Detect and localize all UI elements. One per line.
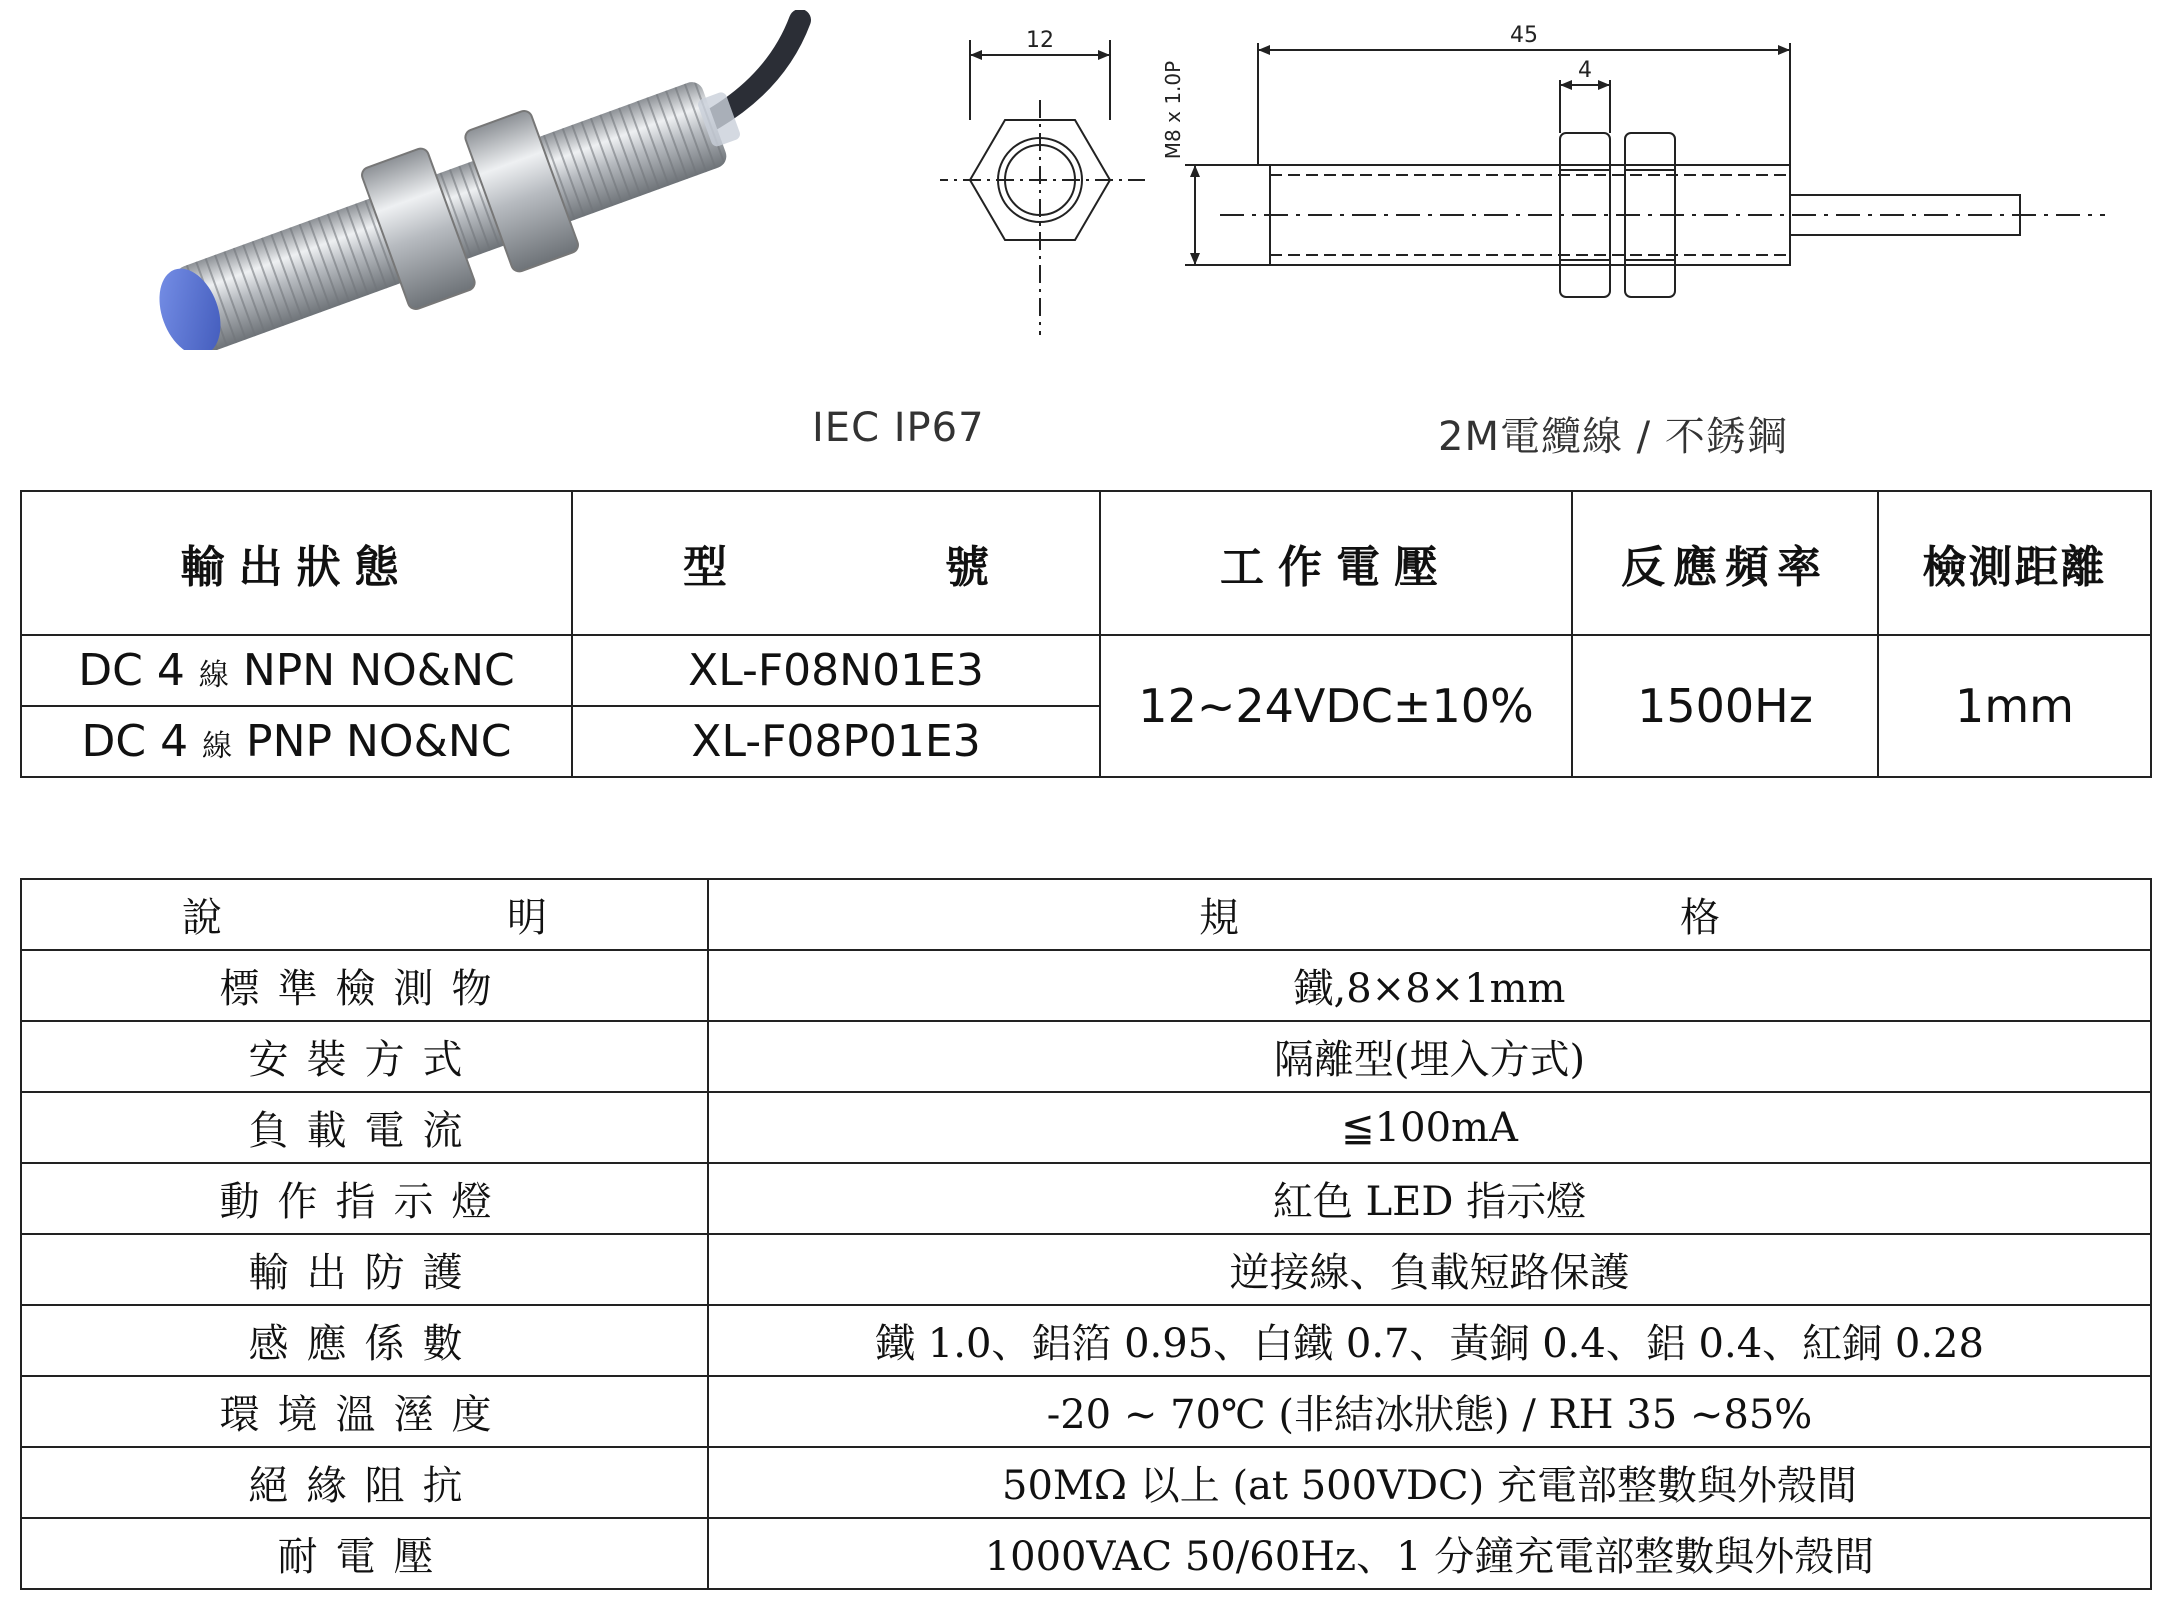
header-frequency: 反應頻率 xyxy=(1572,491,1878,635)
output-prefix: DC 4 xyxy=(78,645,199,696)
spec-label: 輸出防護 xyxy=(21,1234,708,1305)
table-row xyxy=(21,950,2151,1021)
output-suffix: PNP NO&NC xyxy=(232,716,512,767)
model-cell: XL-F08N01E3 xyxy=(572,635,1100,706)
spec-value: 50MΩ 以上 (at 500VDC) 充電部整數與外殼間 xyxy=(708,1447,2151,1518)
spec-value: 逆接線、負載短路保護 xyxy=(708,1234,2151,1305)
protection-caption: IEC IP67 xyxy=(812,405,985,451)
table-row xyxy=(21,1163,2151,1234)
frequency-cell: 1500Hz xyxy=(1572,635,1878,777)
output-suffix: NPN NO&NC xyxy=(228,645,515,696)
spec-value: 紅色 LED 指示燈 xyxy=(708,1163,2151,1234)
spec-header-spec-b: 格 xyxy=(1680,895,1720,941)
spec-value: 鐵,8×8×1mm xyxy=(708,950,2151,1021)
spec-header-spec-a: 規 xyxy=(1199,895,1239,941)
spec-value: 隔離型(埋入方式) xyxy=(708,1021,2151,1092)
table-row xyxy=(21,1447,2151,1518)
cable-caption: 2M電纜線 / 不銹鋼 xyxy=(1438,414,1788,460)
dim-length-label: 45 xyxy=(1510,23,1538,48)
spec-header-desc-b: 明 xyxy=(507,895,547,941)
voltage-cell: 12~24VDC±10% xyxy=(1100,635,1572,777)
distance-cell: 1mm xyxy=(1878,635,2151,777)
header-output: 輸出狀態 xyxy=(21,491,572,635)
dim-width-label: 12 xyxy=(1026,28,1054,53)
spec-label: 耐電壓 xyxy=(21,1518,708,1589)
dim-nut-label: 4 xyxy=(1578,58,1592,83)
spec-value: -20 ~ 70℃ (非結冰狀態) / RH 35 ~85% xyxy=(708,1376,2151,1447)
header-model xyxy=(572,491,1100,635)
header-model-b: 號 xyxy=(945,542,989,593)
spec-header-spec xyxy=(708,879,2151,950)
header-voltage: 工作電壓 xyxy=(1100,491,1572,635)
dimension-drawing xyxy=(940,15,2120,355)
header-distance: 檢測距離 xyxy=(1878,491,2151,635)
output-cell xyxy=(21,635,572,706)
spec-label: 安裝方式 xyxy=(21,1021,708,1092)
spec-table xyxy=(20,878,2152,1590)
table-row xyxy=(21,1234,2151,1305)
output-cell xyxy=(21,706,572,777)
sensor-photo xyxy=(110,10,830,350)
model-table-header xyxy=(21,491,2151,635)
spec-label: 絕緣阻抗 xyxy=(21,1447,708,1518)
spec-table-header xyxy=(21,879,2151,950)
header-model-a: 型 xyxy=(683,542,727,593)
spec-label: 動作指示燈 xyxy=(21,1163,708,1234)
model-cell: XL-F08P01E3 xyxy=(572,706,1100,777)
spec-header-desc-a: 說 xyxy=(182,895,222,941)
spec-label: 標準檢測物 xyxy=(21,950,708,1021)
output-wire: 線 xyxy=(198,658,229,693)
table-row xyxy=(21,1092,2151,1163)
spec-label: 負載電流 xyxy=(21,1092,708,1163)
spec-label: 感應係數 xyxy=(21,1305,708,1376)
output-wire: 線 xyxy=(202,729,233,764)
table-row xyxy=(21,1518,2151,1589)
output-prefix: DC 4 xyxy=(81,716,203,767)
table-row xyxy=(21,1376,2151,1447)
spec-value: 鐵 1.0、鋁箔 0.95、白鐵 0.7、黃銅 0.4、鋁 0.4、紅銅 0.28 xyxy=(708,1305,2151,1376)
spec-header-desc xyxy=(21,879,708,950)
spec-value: ≦100mA xyxy=(708,1092,2151,1163)
dim-thread-label: M8 x 1.0P xyxy=(1161,60,1185,160)
spec-label: 環境溫溼度 xyxy=(21,1376,708,1447)
table-row xyxy=(21,1305,2151,1376)
model-table xyxy=(20,490,2152,778)
table-row xyxy=(21,635,2151,706)
spec-value: 1000VAC 50/60Hz、1 分鐘充電部整數與外殼間 xyxy=(708,1518,2151,1589)
table-row xyxy=(21,1021,2151,1092)
